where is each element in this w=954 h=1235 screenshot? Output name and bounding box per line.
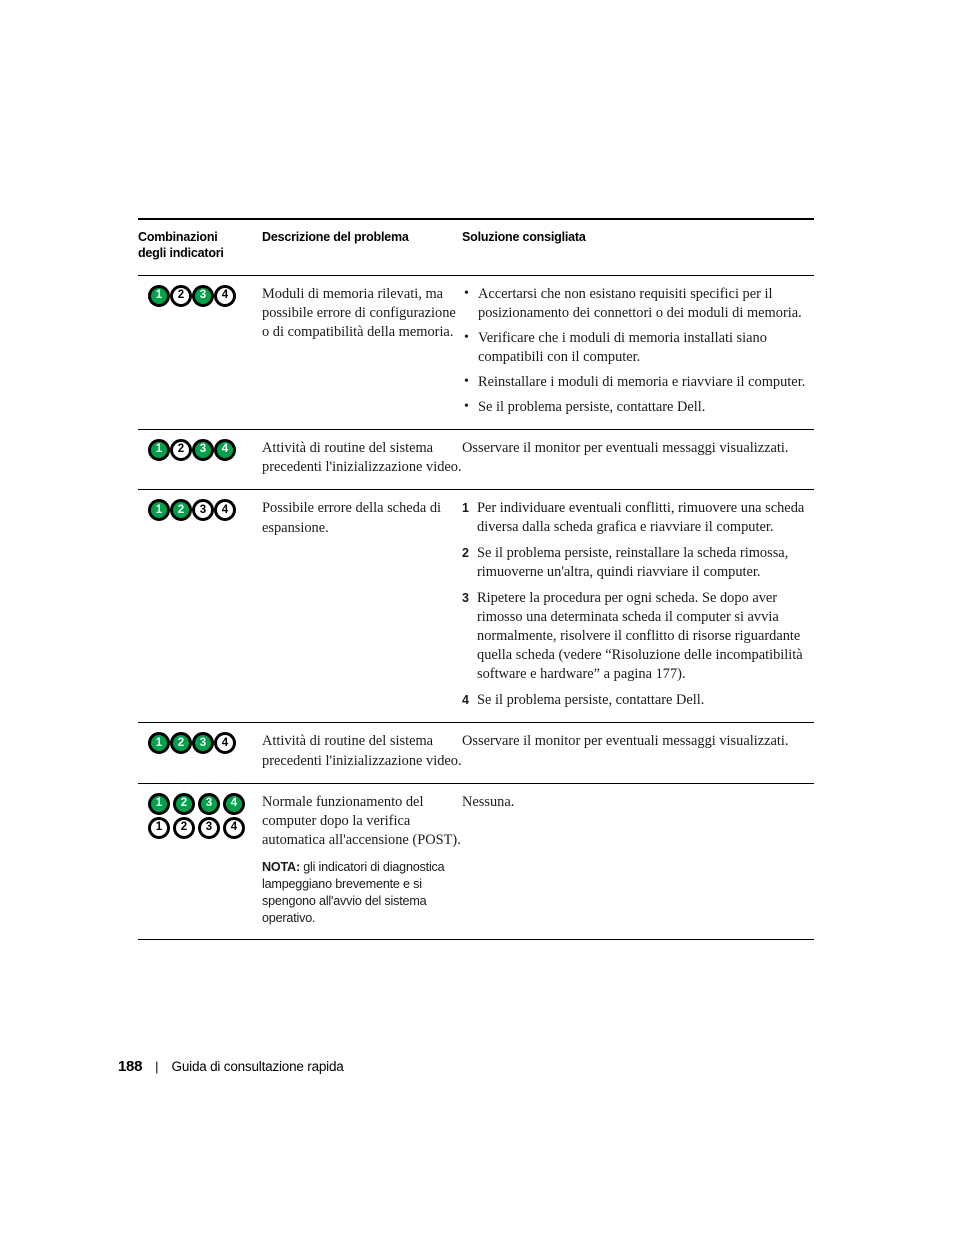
column-header-solution: Soluzione consigliata (462, 230, 586, 244)
list-item-text: Se il problema persiste, contattare Dell. (478, 399, 706, 415)
cell-solution (462, 439, 814, 458)
list-item (462, 285, 814, 323)
table-row (138, 722, 814, 782)
led-indicator-2-off: 2 (170, 285, 192, 307)
led-indicator-2-on: 2 (170, 732, 192, 754)
solution-text: Nessuna. (462, 793, 515, 810)
led-indicator-3-off: 3 (198, 817, 220, 839)
cell-solution (462, 732, 814, 751)
description-text: Attività di routine del sistema precedenti l'inizializzazione video. (262, 733, 462, 769)
bullet-icon: • (464, 330, 469, 345)
led-indicator-4-off: 4 (214, 732, 236, 754)
bullet-icon: • (464, 399, 469, 414)
cell-description (262, 793, 462, 928)
led-indicator-4-off: 4 (223, 817, 245, 839)
cell-description (262, 499, 462, 537)
led-indicator-2-off: 2 (170, 439, 192, 461)
cell-indicators (138, 732, 262, 754)
note-block (262, 859, 462, 927)
led-indicator-3-on: 3 (192, 439, 214, 461)
page-footer (118, 1058, 344, 1075)
cell-solution (462, 285, 814, 417)
description-text: Attività di routine del sistema precedenti l'inizializzazione video. (262, 440, 462, 476)
cell-indicators (138, 439, 262, 461)
list-item (462, 544, 814, 582)
led-indicator-1-on: 1 (148, 793, 170, 815)
cell-description (262, 285, 462, 343)
cell-solution (462, 793, 814, 812)
table-body (138, 275, 814, 940)
led-indicator-1-off: 1 (148, 817, 170, 839)
list-item (462, 373, 814, 392)
led-group (148, 817, 262, 839)
table-header (138, 218, 814, 275)
led-group (148, 439, 262, 461)
list-item-text: Verificare che i moduli di memoria installati siano compatibili con il computer. (478, 330, 767, 365)
list-item-text: Accertarsi che non esistano requisiti specifici per il posizionamento dei connettori o dei moduli di memoria. (478, 286, 802, 321)
table-row (138, 429, 814, 489)
solution-text: Osservare il monitor per eventuali messaggi visualizzati. (462, 733, 789, 750)
solution-step-list (462, 499, 814, 710)
cell-indicators (138, 499, 262, 521)
led-group (148, 732, 262, 754)
cell-indicators (138, 285, 262, 307)
step-number: 2 (462, 546, 469, 561)
column-header-indicators (138, 229, 262, 261)
footer-title: Guida di consultazione rapida (171, 1059, 344, 1074)
led-group (148, 499, 262, 521)
note-text: gli indicatori di diagnostica lampeggiano brevemente e si spengono all'avvio del sistema operativo. (262, 860, 445, 926)
led-group (148, 285, 262, 307)
list-item (462, 691, 814, 710)
table-row (138, 489, 814, 722)
led-indicator-2-on: 2 (170, 499, 192, 521)
diagnostic-indicator-table (138, 218, 814, 940)
led-indicator-2-off: 2 (173, 817, 195, 839)
led-indicator-4-on: 4 (214, 439, 236, 461)
list-item (462, 589, 814, 684)
page-number: 188 (118, 1058, 143, 1075)
led-indicator-2-on: 2 (173, 793, 195, 815)
step-text: Ripetere la procedura per ogni scheda. Se dopo aver rimosso una determinata scheda il computer si avvia normalmente, risolvere il conflitto di risorse riguardante quella scheda (vedere “Risoluzione delle incompatibilità software e hardware” a pagina 177). (477, 590, 803, 683)
led-indicator-1-on: 1 (148, 732, 170, 754)
description-text: Normale funzionamento del computer dopo la verifica automatica all'accensione (POST). (262, 793, 461, 849)
led-indicator-3-on: 3 (192, 285, 214, 307)
cell-solution (462, 499, 814, 710)
list-item-text: Reinstallare i moduli di memoria e riavviare il computer. (478, 374, 806, 390)
table-row (138, 783, 814, 940)
led-indicator-3-off: 3 (192, 499, 214, 521)
led-indicator-1-on: 1 (148, 285, 170, 307)
step-text: Se il problema persiste, reinstallare la scheda rimossa, rimuoverne un'altra, quindi riavviare il computer. (477, 545, 789, 581)
led-indicator-4-off: 4 (214, 499, 236, 521)
list-item (462, 499, 814, 537)
column-header-description: Descrizione del problema (262, 230, 409, 244)
description-text: Moduli di memoria rilevati, ma possibile errore di configurazione o di compatibilità della memoria. (262, 286, 456, 341)
led-indicator-1-on: 1 (148, 439, 170, 461)
led-indicator-4-off: 4 (214, 285, 236, 307)
led-indicator-3-on: 3 (192, 732, 214, 754)
step-number: 1 (462, 501, 469, 516)
cell-description (262, 732, 462, 770)
step-text: Per individuare eventuali conflitti, rimuovere una scheda diversa dalla scheda grafica e riavviare il computer. (477, 500, 805, 536)
table-row (138, 275, 814, 429)
bullet-icon: • (464, 374, 469, 389)
column-header-indicators-line2: degli indicatori (138, 246, 224, 260)
bullet-icon: • (464, 286, 469, 301)
table-bottom-rule (138, 939, 814, 940)
led-indicator-4-on: 4 (223, 793, 245, 815)
step-number: 3 (462, 591, 469, 606)
led-indicator-1-on: 1 (148, 499, 170, 521)
led-indicator-3-on: 3 (198, 793, 220, 815)
step-number: 4 (462, 693, 469, 708)
step-text: Se il problema persiste, contattare Dell. (477, 692, 705, 709)
column-header-indicators-line1: Combinazioni (138, 230, 218, 244)
list-item (462, 398, 814, 417)
list-item (462, 329, 814, 367)
solution-text: Osservare il monitor per eventuali messaggi visualizzati. (462, 440, 789, 456)
description-text: Possibile errore della scheda di espansione. (262, 500, 442, 536)
note-label: NOTA: (262, 860, 300, 875)
footer-separator: | (155, 1059, 159, 1074)
cell-indicators (138, 793, 262, 839)
solution-bullet-list (462, 285, 814, 417)
cell-description (262, 439, 462, 477)
led-group (148, 793, 262, 815)
